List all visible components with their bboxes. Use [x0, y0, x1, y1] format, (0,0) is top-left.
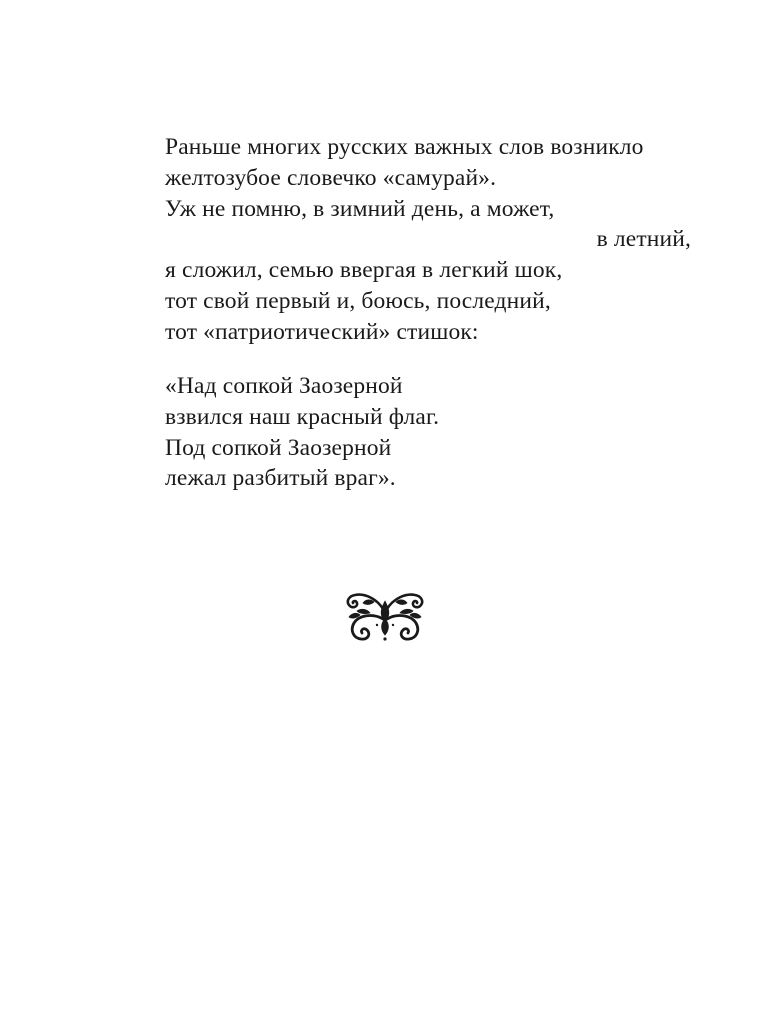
poem-line: тот свой первый и, боюсь, последний,: [165, 287, 551, 314]
poem-line: тот «патриотический» стишок:: [165, 318, 479, 345]
poem-line-step: в летний,: [596, 226, 691, 253]
poem-line: Раньше многих русских важных слов возникло: [165, 134, 644, 160]
poem-line: Уж не помню, в зимний день, а может,: [165, 195, 555, 222]
floral-vignette-icon: [343, 589, 427, 643]
poem-line: «Над сопкой Заозерной: [165, 373, 403, 399]
poem-stanza-2: [165, 371, 695, 494]
poem-line: взвился наш красный флаг.: [165, 403, 440, 430]
poem-line: я сложил, семью ввергая в легкий шок,: [165, 257, 563, 284]
poem-line: лежал разбитый враг».: [165, 465, 396, 492]
poem-stanza-1: [165, 132, 695, 348]
poem-line: Под сопкой Заозерной: [165, 434, 392, 461]
poem-line: желтозубое словечко «самурай».: [165, 164, 497, 191]
